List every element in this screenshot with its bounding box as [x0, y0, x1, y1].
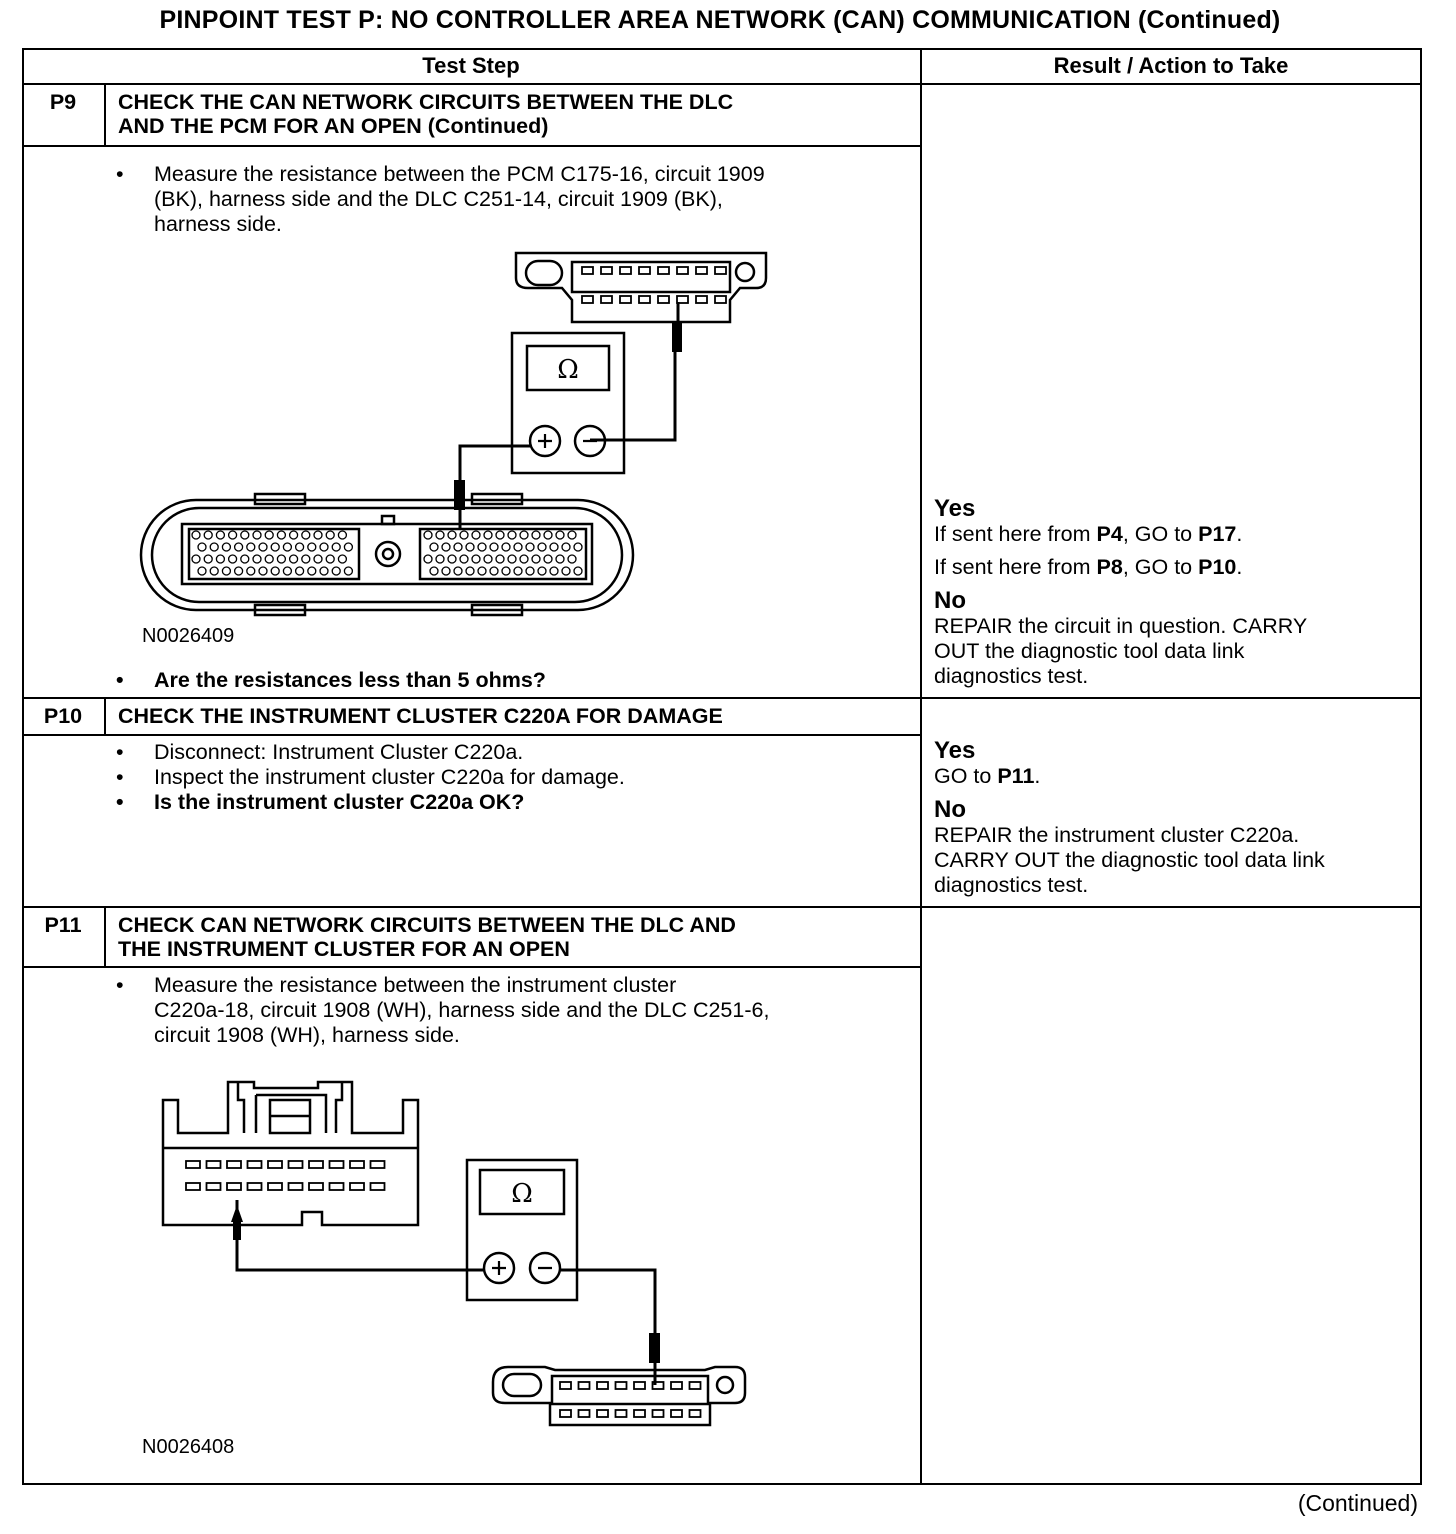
connector-pin [616, 1410, 627, 1417]
connector-pin [671, 1410, 682, 1417]
p9-title-line1: CHECK THE CAN NETWORK CIRCUITS BETWEEN THE DLC [118, 90, 734, 114]
connector-pin [268, 1183, 282, 1190]
link-p10[interactable]: P10 [1198, 555, 1237, 579]
p10-step-title: CHECK THE INSTRUMENT CLUSTER C220A FOR DAMAGE [118, 704, 723, 728]
p9-step-id: P9 [49, 90, 77, 114]
connector-pin [248, 1183, 262, 1190]
p9-yes-label: Yes [934, 495, 976, 522]
p9-no-line2: OUT the diagnostic tool data link [934, 639, 1245, 663]
page-title: PINPOINT TEST P: NO CONTROLLER AREA NETWORK (CAN) COMMUNICATION (Continued) [159, 6, 1281, 34]
link-p8: P8 [1096, 555, 1123, 579]
connector-pin [560, 1382, 571, 1389]
p10-yes-label: Yes [934, 737, 976, 764]
pinpoint-table: Test Step Result / Action to Take P9 CHECK THE CAN NETWORK CIRCUITS BETWEEN THE DLC AND THE PCM FOR AN OPEN (Continued) • Measure the resistance between the PCM C175-16, circuit 1909 (BK), harness side and the DLC C251-14, circuit 1909 (BK), harness side. N0026409 • Are the resistances less than 5 ohms? Yes If sent here from P4, GO to P17. If sent here from P8, GO to P10. No REPAIR the circuit in question. CARRY OUT the diagnostic tool data link diagnostics test. P10 CHECK THE INSTRUMENT CLUSTER C220A FOR DAMAGE • Disconnect: Instrument Cluster C220a. • Inspect the instrument cluster C220a for damage. • Is the instrument cluster C220a OK? Yes GO to P11. No REPAIR the instrument cluster C220a. CARRY OUT the diagnostic tool data link diagnostics test. P11 CHECK CAN NETWORK CIRCUITS BETWEEN THE DLC AND THE INSTRUMENT CLUSTER FOR AN OPEN • Measure the resistance between the instrument cluster C220a-18, circuit 1908 (WH), harness side and the DLC C251-6, circuit 1908 (WH), harness side. N0026408 [22, 48, 1422, 1485]
cluster-pins [186, 1161, 385, 1190]
cluster-connector-icon [163, 1082, 418, 1225]
connector-pin [671, 1382, 682, 1389]
bullet-dot: • [116, 765, 124, 789]
connector-pin [371, 1161, 385, 1168]
p11-bullet-line2: C220a-18, circuit 1908 (WH), harness side and the DLC C251-6, [154, 998, 770, 1022]
p11-title-line2: THE INSTRUMENT CLUSTER FOR AN OPEN [118, 937, 570, 961]
bullet-dot: • [116, 740, 124, 764]
probe-lead-cluster [237, 1200, 484, 1270]
ohm-symbol: Ω [557, 355, 579, 385]
p9-bullet-line2: (BK), harness side and the DLC C251-14, circuit 1909 (BK), [154, 187, 723, 211]
p9-yes-line1: If sent here from P4, GO to P17. [934, 522, 1243, 546]
connector-pin [309, 1161, 323, 1168]
connector-pin [268, 1161, 282, 1168]
connector-pin [690, 1410, 701, 1417]
connector-pin [330, 1161, 344, 1168]
p9-no-line3: diagnostics test. [934, 664, 1089, 688]
connector-pin [248, 1161, 262, 1168]
connector-pin [579, 1382, 590, 1389]
p10-no-label: No [934, 796, 966, 823]
connector-pin [371, 1183, 385, 1190]
ohm-symbol: Ω [511, 1179, 533, 1209]
connector-pin [634, 1410, 645, 1417]
bullet-dot: • [116, 668, 124, 692]
connector-pin [690, 1382, 701, 1389]
connector-pin [653, 1410, 664, 1417]
p10-yes-line: GO to P11. [934, 764, 1041, 788]
p11-bullet-line1: Measure the resistance between the instrument cluster [154, 973, 677, 997]
p9-question: Are the resistances less than 5 ohms? [154, 668, 546, 692]
link-p17[interactable]: P17 [1198, 522, 1237, 546]
connector-pin [186, 1183, 200, 1190]
dlc-bottom-pins [560, 1382, 701, 1417]
bullet-dot: • [116, 973, 124, 997]
header-result-action: Result / Action to Take [1053, 53, 1289, 78]
continued-note: (Continued) [1297, 1490, 1418, 1516]
p9-yes-line2: If sent here from P8, GO to P10. [934, 555, 1243, 579]
connector-pin [616, 1382, 627, 1389]
p9-figure-id: N0026409 [142, 625, 235, 647]
connector-pin [207, 1161, 221, 1168]
p11-bullet-line3: circuit 1908 (WH), harness side. [154, 1023, 460, 1047]
connector-pin [227, 1183, 241, 1190]
connector-pin [289, 1161, 303, 1168]
bullet-dot: • [116, 162, 124, 186]
bullet-dot: • [116, 790, 124, 814]
p10-no-line1: REPAIR the instrument cluster C220a. [934, 823, 1300, 847]
probe-tip-cluster-icon [231, 1205, 243, 1240]
connector-pin [330, 1183, 344, 1190]
connector-pin [350, 1183, 364, 1190]
p11-title-line1: CHECK CAN NETWORK CIRCUITS BETWEEN THE DLC AND [118, 913, 736, 937]
p9-title-line2: AND THE PCM FOR AN OPEN (Continued) [118, 114, 549, 138]
p11-figure-id: N0026408 [142, 1436, 235, 1458]
link-p11[interactable]: P11 [997, 764, 1035, 788]
connector-pin [560, 1410, 571, 1417]
connector-pin [634, 1382, 645, 1389]
p10-step-id: P10 [43, 704, 83, 728]
link-p4: P4 [1096, 522, 1123, 546]
connector-pin [289, 1183, 303, 1190]
p9-no-label: No [934, 587, 966, 614]
connector-pin [597, 1382, 608, 1389]
connector-pin [309, 1183, 323, 1190]
connector-pin [350, 1161, 364, 1168]
probe-lead-dlc-bottom [560, 1270, 655, 1385]
p9-no-line1: REPAIR the circuit in question. CARRY [934, 614, 1308, 638]
connector-pin [579, 1410, 590, 1417]
connector-pin [207, 1183, 221, 1190]
p10-no-line3: diagnostics test. [934, 873, 1089, 897]
header-test-step: Test Step [422, 53, 520, 78]
connector-pin [227, 1161, 241, 1168]
p9-bullet-line1: Measure the resistance between the PCM C175-16, circuit 1909 [154, 162, 765, 186]
p9-bullet-line3: harness side. [154, 212, 282, 236]
connector-pin [597, 1410, 608, 1417]
connector-pin [186, 1161, 200, 1168]
p11-step-id: P11 [44, 913, 82, 937]
probe-tip-dlc-bottom-icon [649, 1333, 660, 1363]
p10-no-line2: CARRY OUT the diagnostic tool data link [934, 848, 1325, 872]
